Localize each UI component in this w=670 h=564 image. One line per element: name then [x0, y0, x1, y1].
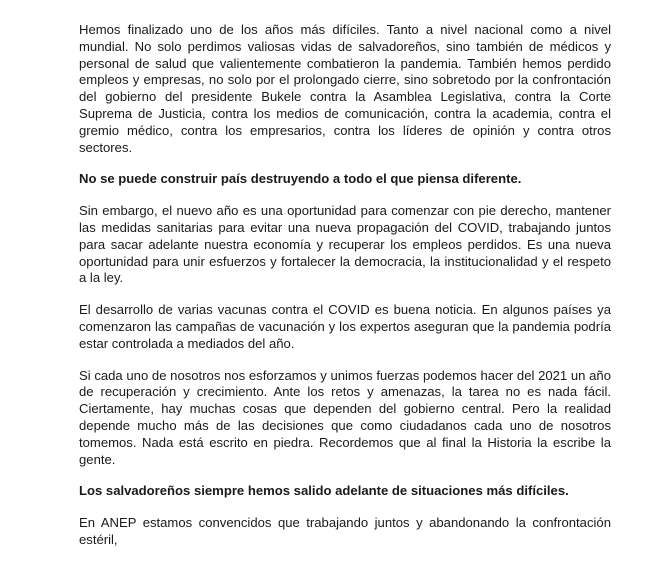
paragraph-bold-resilience: Los salvadoreños siempre hemos salido adelante de situaciones más difíciles. — [79, 483, 569, 499]
document-body — [79, 22, 611, 564]
paragraph-new-year: Sin embargo, el nuevo año es una oportunidad para comenzar con pie derecho, mantener las medidas sanitarias para evitar una nueva propagación del COVID, trabajando juntos para sacar adelante nuestra economía y recuperar los empleos perdidos. Es una nueva oportunidad para unir esfuerzos y fortalecer la democracia, la institucionalidad y el respeto a la ley. — [79, 203, 611, 286]
paragraph-vaccines: El desarrollo de varias vacunas contra el COVID es buena noticia. En algunos países ya comenzaron las campañas de vacunación y los expertos aseguran que la pandemia podría estar controlada a mediados del año. — [79, 302, 611, 351]
paragraph-anep: En ANEP estamos convencidos que trabajando juntos y abandonando la confrontación estéril, — [79, 515, 611, 547]
paragraph-effort: Si cada uno de nosotros nos esforzamos y unimos fuerzas podemos hacer del 2021 un año de recuperación y crecimiento. Ante los retos y amenazas, la tarea no es nada fácil. Ciertamente, hay muchas cosas que dependen del gobierno central. Pero la realidad depende mucho más de las decisiones que como ciudadanos cada uno de nosotros tomemos. Nada está escrito en piedra. Recordemos que al final la Historia la escribe la gente. — [79, 367, 611, 467]
paragraph-bold-statement: No se puede construir país destruyendo a todo el que piensa diferente. — [79, 171, 522, 187]
paragraph-intro: Hemos finalizado uno de los años más difíciles. Tanto a nivel nacional como a nivel mundial. No solo perdimos valiosas vidas de salvadoreños, sino también de médicos y personal de salud que valientemente combatieron la pandemia. También hemos perdido empleos y empresas, no solo por el prolongado cierre, sino sobretodo por la confrontación del gobierno del presidente Bukele contra la Asamblea Legislativa, contra la Corte Suprema de Justicia, contra los medios de comunicación, contra la academia, contra el gremio médico, contra los empresarios, contra los líderes de opinión y contra otros sectores. — [79, 22, 611, 155]
